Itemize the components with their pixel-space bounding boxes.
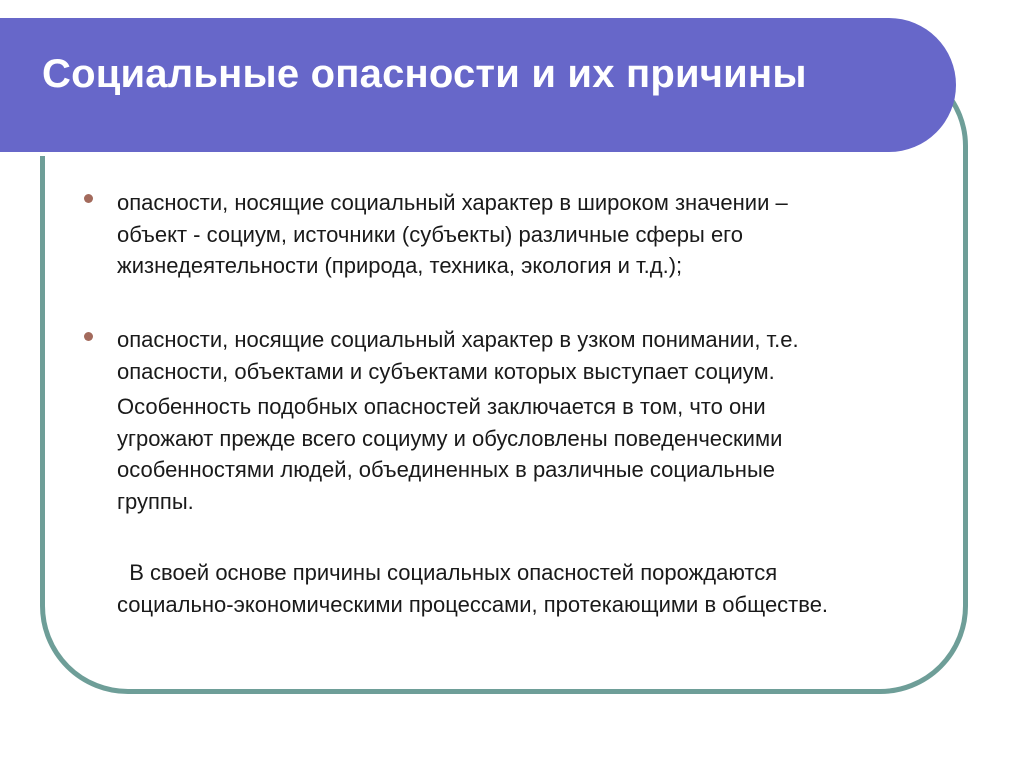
text-line: особенностями людей, объединенных в различные социальные xyxy=(117,457,776,482)
text-line: социально-экономическими процессами, протекающими в обществе. xyxy=(117,591,829,617)
text-line: опасности, носящие социальный характер в узком понимании, т.е. xyxy=(117,327,799,352)
bullet-paragraph-1 xyxy=(117,187,947,282)
continuation-paragraph xyxy=(117,391,947,517)
bullet-icon xyxy=(84,332,93,341)
text-line: Особенность подобных опасностей заключается в том, что они xyxy=(117,394,766,419)
text-line: опасности, объектами и субъектами которых выступает социум. xyxy=(117,358,775,384)
slide-title: Социальные опасности и их причины xyxy=(42,52,807,96)
bullet-icon xyxy=(84,194,93,203)
text-line: В своей основе причины социальных опасностей порождаются xyxy=(117,560,778,585)
text-line: группы. xyxy=(117,488,194,514)
text-line: жизнедеятельности (природа, техника, экология и т.д.); xyxy=(117,253,683,278)
text-line: объект - социум, источники (субъекты) различные сферы его xyxy=(117,221,743,247)
text-line: опасности, носящие социальный характер в широком значении – xyxy=(117,190,788,215)
bullet-paragraph-2 xyxy=(117,324,947,387)
closing-paragraph xyxy=(117,557,947,620)
text-line: угрожают прежде всего социуму и обусловлены поведенческими xyxy=(117,425,783,451)
